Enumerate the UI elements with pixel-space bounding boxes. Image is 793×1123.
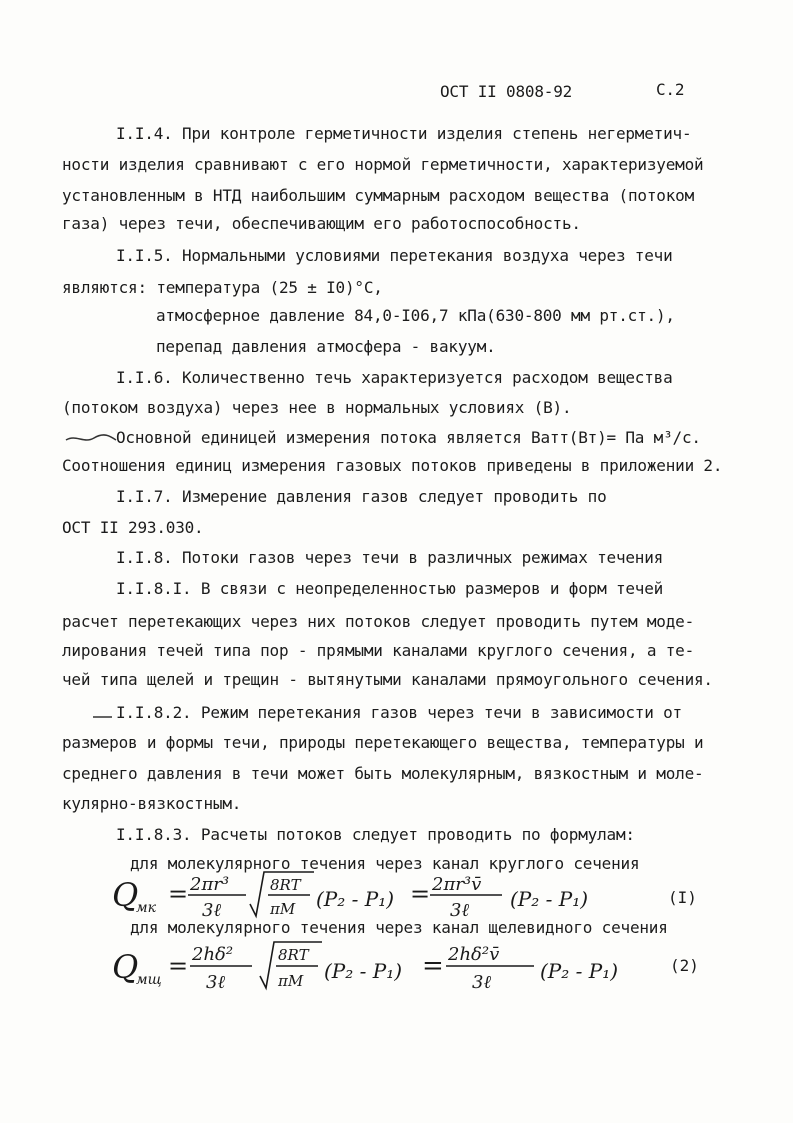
- formula-1-frac2-num: 2πr³v̄: [432, 874, 482, 895]
- formula-1-paren1: (P₂ - P₁): [316, 887, 395, 911]
- text-line: Соотношения единиц измерения газовых потоков приведены в приложении 2.: [62, 456, 723, 475]
- text-line: среднего давления в течи может быть молекулярным, вязкостным и моле-: [62, 764, 704, 783]
- formula-2-frac2-den: 3ℓ: [472, 972, 491, 993]
- text-line: I.I.8.I. В связи с неопределенностью размеров и форм течей: [116, 579, 664, 598]
- text-line: ОСТ II 293.030.: [62, 518, 204, 537]
- text-line: лирования течей типа пор - прямыми каналами круглого сечения, а те-: [62, 641, 694, 660]
- formula-2-paren2: (P₂ - P₁): [540, 959, 619, 983]
- text-line: расчет перетекающих через них потоков следует проводить путем моде-: [62, 612, 694, 631]
- formula-2-lhs-sub: мщ: [136, 972, 162, 988]
- formula-2-root-den: πM: [278, 972, 304, 990]
- text-line: I.I.7. Измерение давления газов следует проводить по: [116, 487, 607, 506]
- formula-1-frac1-den: 3ℓ: [202, 900, 221, 921]
- text-line: I.I.4. При контроле герметичности изделия степень негерметич-: [116, 124, 692, 143]
- formula-1: [110, 868, 630, 926]
- text-line: I.I.8.2. Режим перетекания газов через течи в зависимости от: [116, 703, 682, 722]
- formula-2-frac1-den: 3ℓ: [206, 972, 225, 993]
- formula-1-graphic: [110, 868, 630, 922]
- handwritten-mark: [64, 432, 118, 446]
- formula-1-lhs: Q: [112, 876, 139, 914]
- page-number: С.2: [656, 80, 685, 99]
- formula-2-root-num: 8RT: [278, 946, 309, 964]
- text-line: газа) через течи, обеспечивающим его работоспособность.: [62, 214, 581, 233]
- formula-1-frac1-num: 2πr³: [190, 874, 230, 895]
- formula-1-number: (I): [668, 888, 697, 907]
- text-line: атмосферное давление 84,0-I06,7 кПа(630-800 мм рт.ст.),: [156, 306, 675, 325]
- text-line: I.I.5. Нормальными условиями перетекания воздуха через течи: [116, 246, 673, 265]
- text-line: Основной единицей измерения потока является Ватт(Вт)= Па м³/с.: [116, 428, 701, 447]
- text-line: для молекулярного течения через канал круглого сечения: [130, 854, 640, 873]
- text-line: ности изделия сравнивают с его нормой герметичности, характеризуемой: [62, 155, 704, 174]
- formula-1-root-num: 8RT: [270, 876, 301, 894]
- svg-text:=: =: [168, 952, 189, 980]
- text-line: перепад давления атмосфера - вакуум.: [156, 337, 496, 356]
- text-line: (потоком воздуха) через нее в нормальных условиях (В).: [62, 398, 572, 417]
- svg-text:=: =: [410, 880, 431, 908]
- text-line: для молекулярного течения через канал щелевидного сечения: [130, 918, 668, 937]
- text-line: чей типа щелей и трещин - вытянутыми каналами прямоугольного сечения.: [62, 670, 713, 689]
- formula-1-paren2: (P₂ - P₁): [510, 887, 589, 911]
- formula-2-frac2-num: 2hδ²v̄: [448, 944, 500, 965]
- text-line: кулярно-вязкостным.: [62, 794, 242, 813]
- formula-1-root-den: πM: [270, 900, 296, 918]
- formula-2-lhs: Q: [112, 948, 139, 986]
- formula-2-graphic: [110, 936, 650, 996]
- svg-text:=: =: [168, 880, 189, 908]
- formula-2-number: (2): [670, 956, 699, 975]
- formula-2: [110, 936, 650, 1000]
- formula-1-frac2-den: 3ℓ: [450, 900, 469, 921]
- text-line: установленным в НТД наибольшим суммарным расходом вещества (потоком: [62, 186, 694, 205]
- handwritten-dash: [92, 714, 114, 720]
- text-line: I.I.6. Количественно течь характеризуется расходом вещества: [116, 368, 673, 387]
- document-code: ОСТ II 0808-92: [440, 82, 573, 101]
- formula-1-lhs-sub: мк: [136, 900, 156, 916]
- formula-2-paren1: (P₂ - P₁): [324, 959, 403, 983]
- svg-text:=: =: [422, 951, 444, 981]
- text-line: I.I.8. Потоки газов через течи в различных режимах течения: [116, 548, 664, 567]
- formula-2-frac1-num: 2hδ²: [192, 944, 234, 965]
- text-line: являются: температура (25 ± I0)°С,: [62, 278, 383, 297]
- text-line: размеров и формы течи, природы перетекающего вещества, температуры и: [62, 733, 704, 752]
- text-line: I.I.8.3. Расчеты потоков следует проводить по формулам:: [116, 825, 635, 844]
